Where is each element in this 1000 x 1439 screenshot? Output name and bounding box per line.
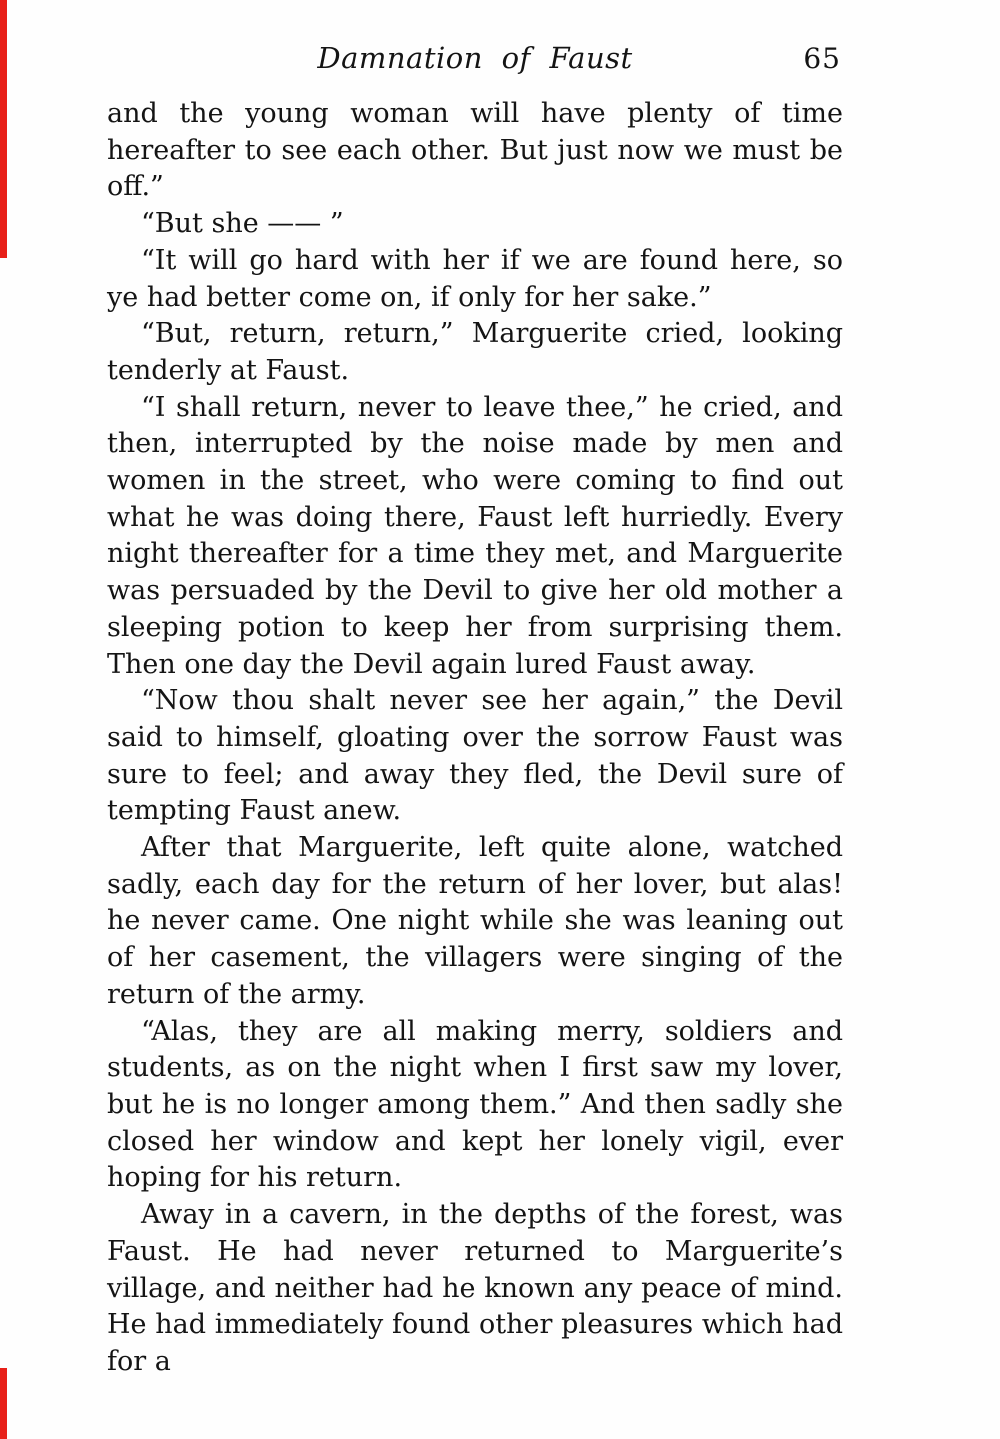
- paragraph: “But she —— ”: [141, 208, 344, 240]
- paragraph: “Now thou shalt never see her again,” the Devil said to himself, gloating over the sorrow Faust was sure to feel; and away they fled, the Devil sure of tempting Faust anew.: [107, 685, 843, 827]
- paragraph: “It will go hard with her if we are found here, so ye had better come on, if only for her sake.”: [107, 244, 843, 313]
- paragraph: After that Marguerite, left quite alone, watched sadly, each day for the return of her lover, but alas! he never came. One night while she was leaning out of her casement, the villagers were singing of the return of the army.: [107, 832, 843, 1010]
- page-number: 65: [803, 42, 841, 75]
- paragraph: “I shall return, never to leave thee,” he cried, and then, interrupted by the noise made by men and women in the street, who were coming to find out what he was doing there, Faust left hurriedly. Every night thereafter for a time they met, and Marguerite was persuaded by the Devil to give her old mother a sleeping potion to keep her from surprising them. Then one day the Devil again lured Faust away.: [107, 391, 843, 680]
- scan-edge-artifact-bottom: [0, 1368, 7, 1439]
- scan-edge-artifact-top: [0, 0, 7, 258]
- paragraph: “But, return, return,” Marguerite cried, looking tenderly at Faust.: [107, 318, 843, 386]
- paragraph: and the young woman will have plenty of time hereafter to see each other. But just now we must be off.”: [107, 98, 843, 203]
- paragraph: Away in a cavern, in the depths of the forest, was Faust. He had never returned to Marguerite’s village, and neither had he known any peace of mind. He had immediately found other pleasures which had for a: [107, 1199, 843, 1377]
- page-text: [107, 96, 843, 1381]
- paragraph: “Alas, they are all making merry, soldiers and students, as on the night when I first saw my lover, but he is no longer among them.” And then sadly she closed her window and kept her lonely vigil, ever hoping for his return.: [107, 1015, 843, 1194]
- running-header: [107, 41, 843, 81]
- chapter-title: Damnation of Faust: [317, 41, 633, 75]
